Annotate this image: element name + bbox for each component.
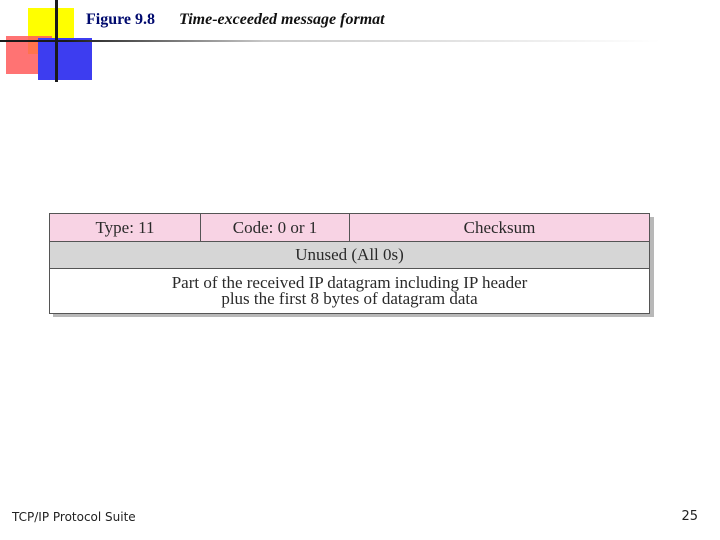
datagram-data-line-1: Part of the received IP datagram including IP header bbox=[171, 273, 528, 292]
page-number: 25 bbox=[681, 509, 698, 524]
code-field: Code: 0 or 1 bbox=[200, 214, 349, 241]
figure-label: Figure 9.8 bbox=[86, 11, 156, 28]
slide-title bbox=[86, 11, 385, 29]
checksum-field: Checksum bbox=[349, 214, 649, 241]
time-exceeded-message-diagram bbox=[49, 213, 650, 314]
decorative-blue-square bbox=[38, 38, 92, 80]
unused-field: Unused (All 0s) bbox=[295, 245, 404, 264]
datagram-data-line-2: plus the first 8 bytes of datagram data bbox=[221, 289, 478, 308]
datagram-data-row bbox=[50, 268, 649, 313]
header-fields-row bbox=[50, 214, 649, 241]
unused-row bbox=[50, 241, 649, 268]
decorative-horizontal-line bbox=[0, 40, 660, 42]
datagram-data-field bbox=[50, 269, 649, 313]
footer-suite-name: TCP/IP Protocol Suite bbox=[12, 510, 136, 524]
type-field: Type: 11 bbox=[95, 217, 155, 237]
figure-caption: Time-exceeded message format bbox=[179, 11, 385, 28]
